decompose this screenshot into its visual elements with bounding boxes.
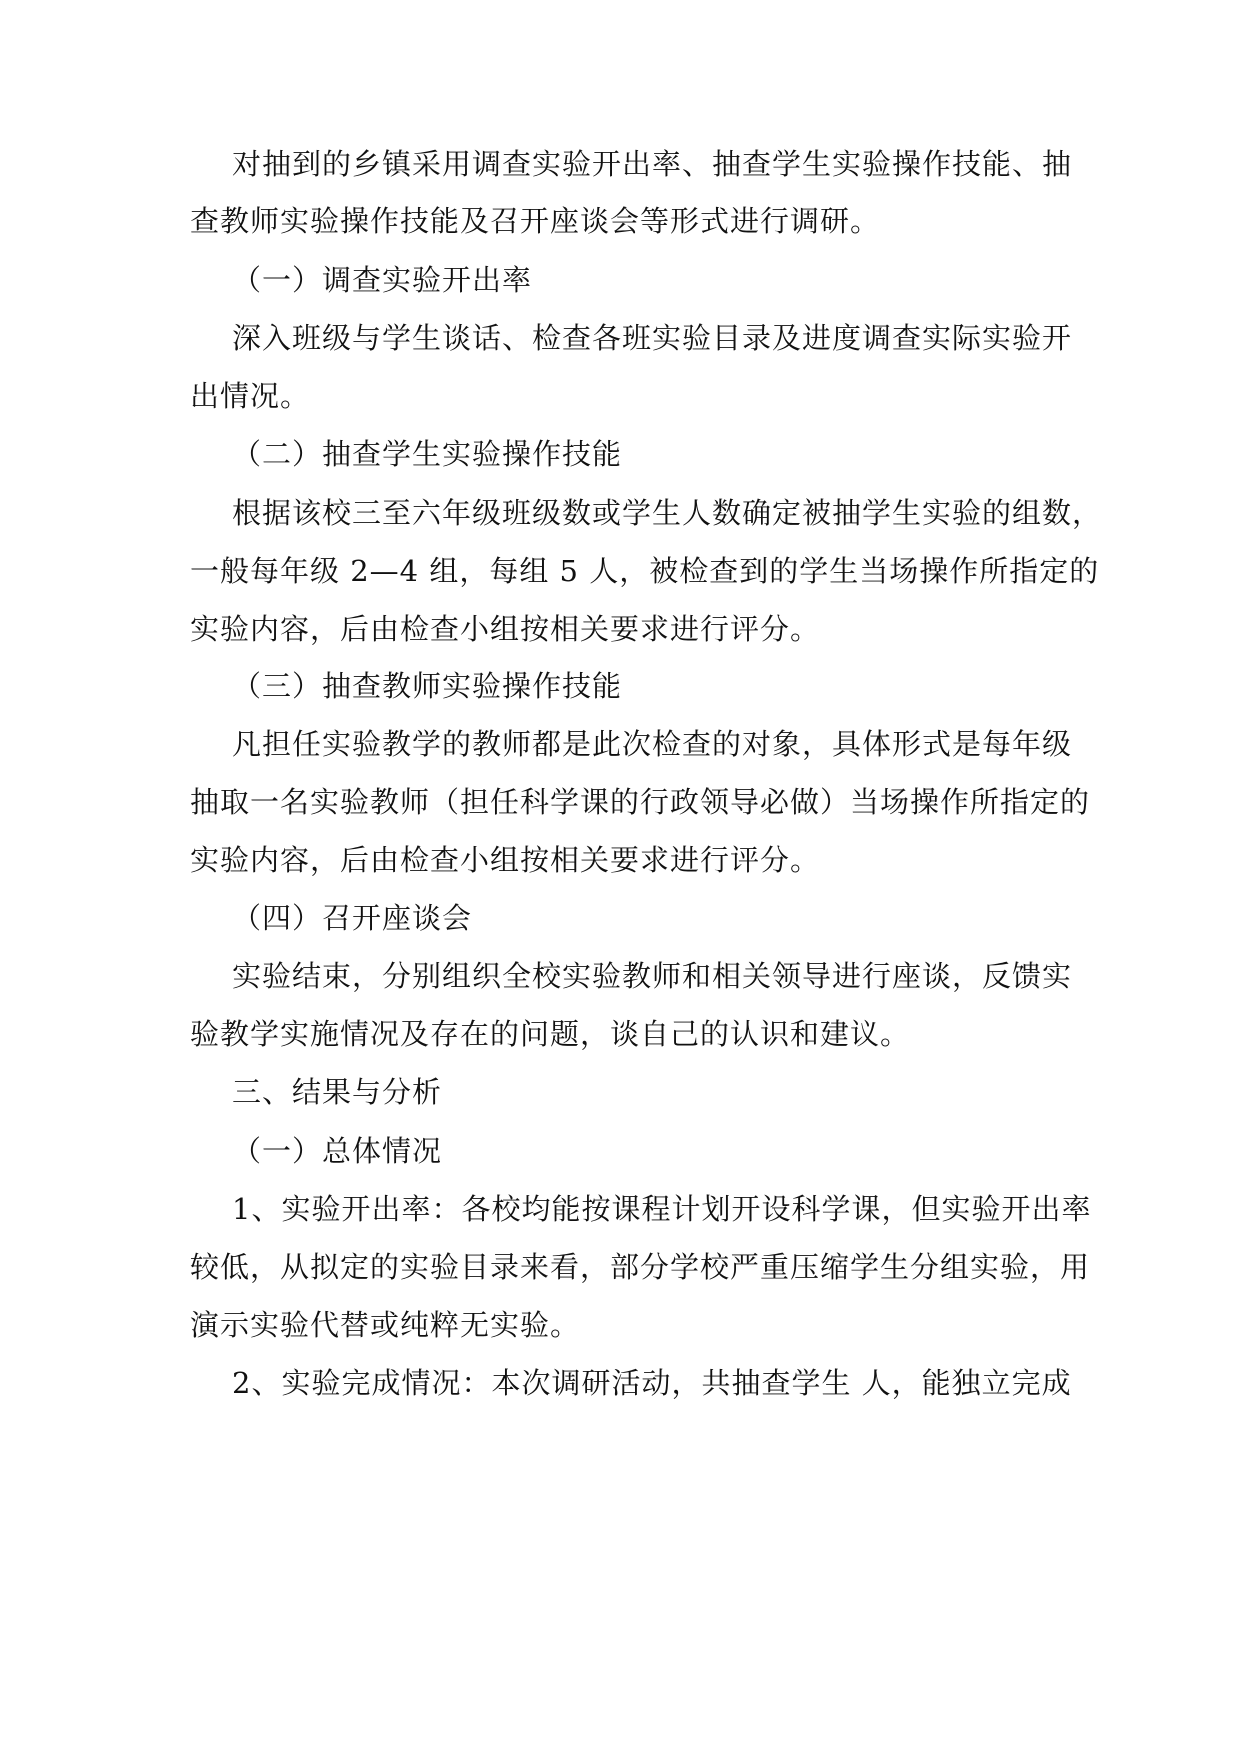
paragraph-line: 演示实验代替或纯粹无实验。 bbox=[190, 1308, 581, 1342]
paragraph-line: 一般每年级 2—4 组，每组 5 人，被检查到的学生当场操作所指定的 bbox=[190, 554, 1100, 588]
paragraph-line: 查教师实验操作技能及召开座谈会等形式进行调研。 bbox=[190, 204, 881, 238]
paragraph-line: 对抽到的乡镇采用调查实验开出率、抽查学生实验操作技能、抽 bbox=[232, 147, 1073, 181]
paragraph-line: 较低，从拟定的实验目录来看，部分学校严重压缩学生分组实验，用 bbox=[190, 1250, 1091, 1284]
paragraph-line: 1、实验开出率：各校均能按课程计划开设科学课，但实验开出率 bbox=[232, 1192, 1092, 1226]
section-heading: （二）抽查学生实验操作技能 bbox=[232, 437, 623, 471]
section-heading: （四）召开座谈会 bbox=[232, 901, 473, 935]
paragraph-line: 凡担任实验教学的教师都是此次检查的对象，具体形式是每年级 bbox=[232, 727, 1073, 761]
section-heading: （三）抽查教师实验操作技能 bbox=[232, 669, 623, 703]
section-heading: （一）调查实验开出率 bbox=[232, 263, 533, 297]
paragraph-line: 验教学实施情况及存在的问题，谈自己的认识和建议。 bbox=[190, 1017, 911, 1051]
paragraph-line: 2、实验完成情况：本次调研活动，共抽查学生 人，能独立完成 bbox=[232, 1366, 1072, 1400]
paragraph-line: 抽取一名实验教师（担任科学课的行政领导必做）当场操作所指定的 bbox=[190, 785, 1091, 819]
section-heading: （一）总体情况 bbox=[232, 1134, 443, 1168]
paragraph-line: 实验内容，后由检查小组按相关要求进行评分。 bbox=[190, 612, 821, 646]
paragraph-line: 出情况。 bbox=[190, 379, 311, 413]
paragraph-line: 根据该校三至六年级班级数或学生人数确定被抽学生实验的组数， bbox=[232, 496, 1103, 530]
section-heading: 三、结果与分析 bbox=[232, 1075, 443, 1109]
paragraph-line: 实验结束，分别组织全校实验教师和相关领导进行座谈，反馈实 bbox=[232, 959, 1073, 993]
paragraph-line: 深入班级与学生谈话、检查各班实验目录及进度调查实际实验开 bbox=[232, 321, 1073, 355]
paragraph-line: 实验内容，后由检查小组按相关要求进行评分。 bbox=[190, 843, 821, 877]
